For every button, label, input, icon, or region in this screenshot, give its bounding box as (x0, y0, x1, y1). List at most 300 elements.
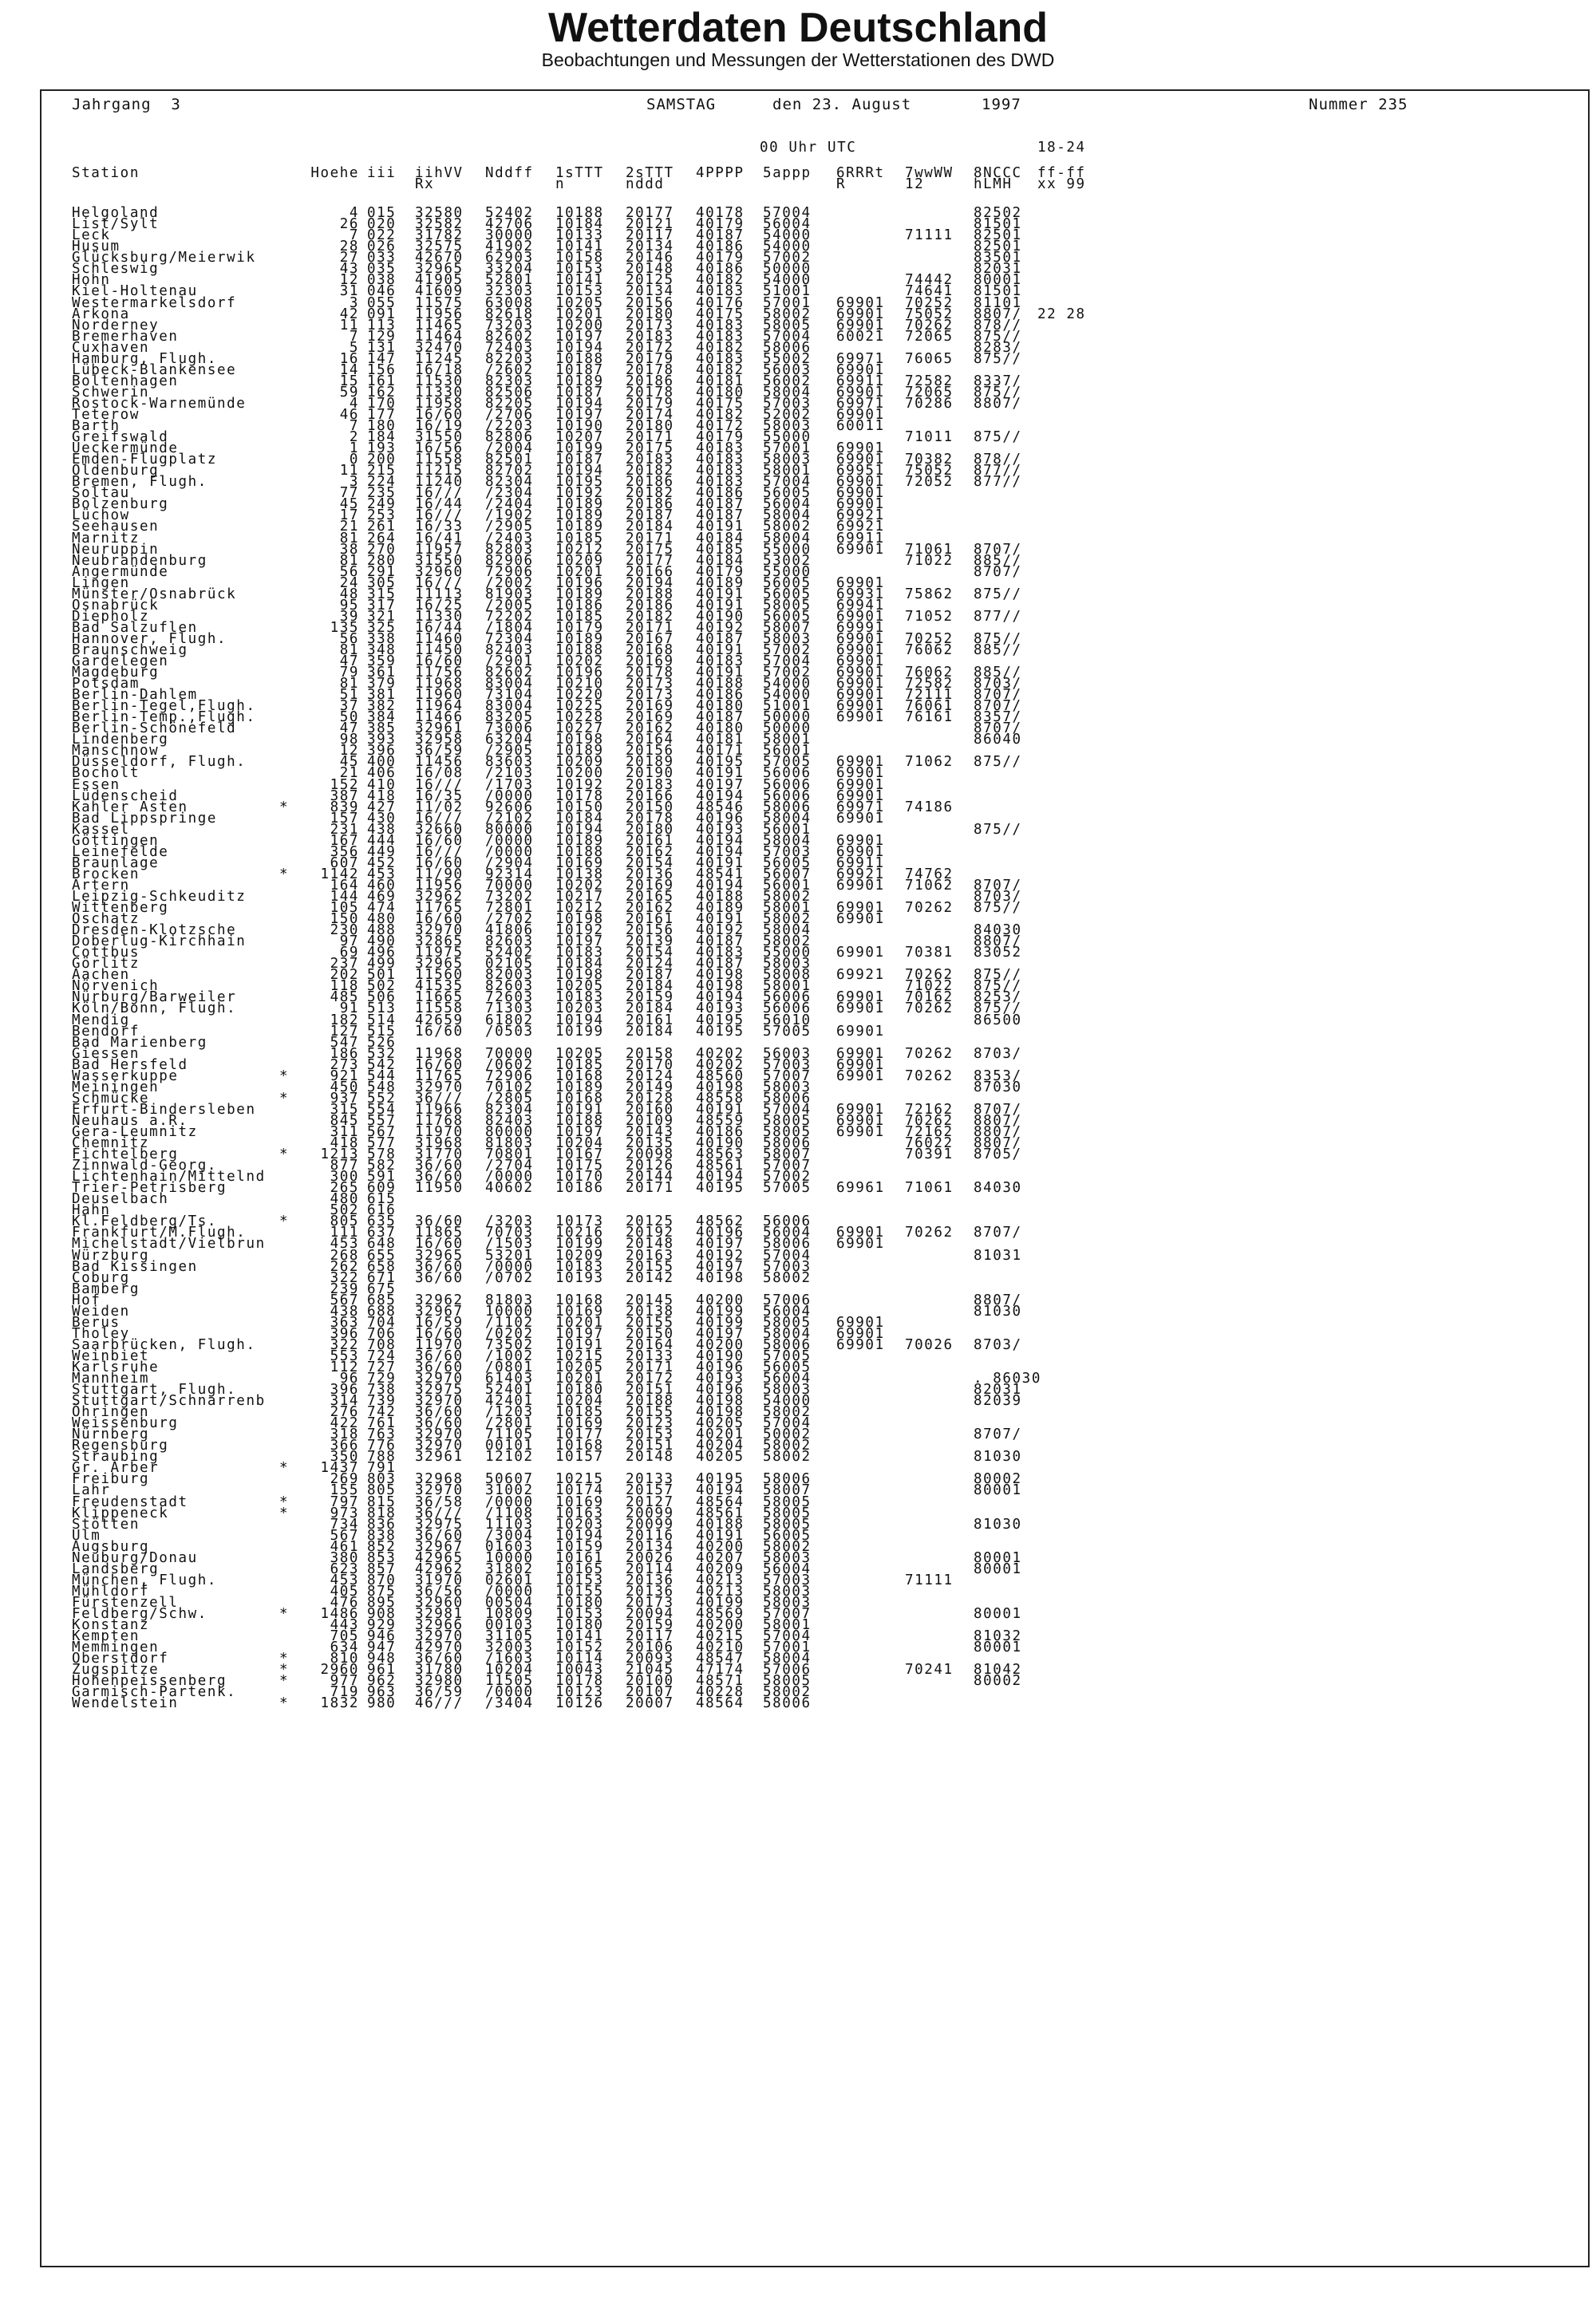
cell-5: 10191 (555, 1336, 604, 1353)
cell-0: Ulm (72, 1527, 101, 1544)
cell-4: /0000 (485, 1583, 534, 1600)
cell-8: 57007 (763, 1158, 812, 1174)
cell-5: 10199 (555, 1023, 604, 1040)
cell-7: 40196 (696, 1382, 745, 1399)
cell-3: 36/// (415, 1505, 464, 1521)
cell-11: 84030 (974, 922, 1022, 939)
cell-2: 321 (367, 608, 397, 625)
cell-7: 40175 (696, 306, 745, 322)
cell-5: 10183 (555, 1258, 604, 1275)
cell-3: 32865 (415, 933, 464, 950)
cell-8: 56006 (763, 776, 812, 793)
cell-1: 314 (330, 1393, 359, 1410)
cell-1: 81 (339, 676, 359, 692)
station-row (72, 641, 1572, 658)
cell-1: 480 (330, 1191, 359, 1208)
cell-2: 038 (367, 272, 397, 289)
cell-4: /2203 (485, 418, 534, 435)
cell-0: Feldberg/Schw. (72, 1606, 207, 1622)
cell-4: /2706 (485, 406, 534, 423)
cell-6: 20164 (626, 732, 674, 748)
cell-1: 14 (339, 361, 359, 378)
cell-11: 878// (974, 317, 1022, 333)
cell-0: Nürnberg (72, 1426, 150, 1443)
station-row (72, 1438, 1572, 1454)
cell-7: 40193 (696, 1000, 745, 1017)
station-row (72, 1449, 1572, 1466)
cell-3: 41905 (415, 272, 464, 289)
cell-4: 73202 (485, 889, 534, 905)
cell-10: 70262 (905, 1067, 954, 1084)
cell-4: 02105 (485, 956, 534, 973)
cell-0: Seehausen (72, 519, 160, 535)
cell-6: 20159 (626, 1617, 674, 1634)
cell-7: 40187 (696, 630, 745, 647)
station-row (72, 765, 1572, 782)
cell-9: 69901 (836, 1101, 885, 1118)
cell-8: 57005 (763, 1023, 812, 1040)
cell-5: 10180 (555, 1617, 604, 1634)
cell-0: Braunschweig (72, 641, 188, 658)
cell-0: Klippeneck (72, 1505, 169, 1521)
cell-5: 10225 (555, 698, 604, 715)
cell-3: 11330 (415, 608, 464, 625)
cell-9: 69921 (836, 967, 885, 984)
cell-0: Stötten (72, 1516, 140, 1533)
cell-2: 803 (367, 1471, 397, 1488)
cell-6: 20127 (626, 1493, 674, 1510)
cell-8: 56005 (763, 854, 812, 871)
station-row (72, 1415, 1572, 1432)
station-row (72, 1135, 1572, 1152)
cell-6: 20151 (626, 1382, 674, 1399)
cell-0: Gardelegen (72, 653, 169, 670)
cell-4: 52402 (485, 945, 534, 961)
cell-6: 20166 (626, 563, 674, 580)
cell-1: 839 (330, 799, 359, 815)
station-row (72, 732, 1572, 748)
station-row (72, 687, 1572, 704)
cell-3: 42965 (415, 1549, 464, 1566)
cell-3: 11450 (415, 641, 464, 658)
cell-3: 16/33 (415, 519, 464, 535)
cell-8: 57007 (763, 1067, 812, 1084)
cell-0: Deuselbach (72, 1191, 169, 1208)
cell-6: 20173 (626, 687, 674, 704)
cell-9: 69901 (836, 1000, 885, 1017)
cell-2: 418 (367, 787, 397, 804)
cell-4: 82506 (485, 384, 534, 400)
cell-8: 56001 (763, 877, 812, 894)
cell-5: 10194 (555, 1527, 604, 1544)
cell-9: R (836, 176, 847, 193)
cell-1: 262 (330, 1258, 359, 1275)
cell-8: 58001 (763, 900, 812, 917)
station-row (72, 1146, 1572, 1163)
cell-8: 58003 (763, 1583, 812, 1600)
cell-2: 582 (367, 1158, 397, 1174)
cell-7: 40182 (696, 406, 745, 423)
cell-0: Norderney (72, 317, 160, 333)
cell-3: 11330 (415, 384, 464, 400)
cell-0: Diepholz (72, 608, 150, 625)
cell-6: 20192 (626, 1225, 674, 1241)
cell-2: iii (367, 165, 397, 182)
cell-6: 20169 (626, 653, 674, 670)
cell-8: 57004 (763, 205, 812, 222)
cell-11: 8707/ (974, 877, 1022, 894)
cell-1: 0 (349, 452, 359, 468)
cell-4: 61403 (485, 1371, 534, 1387)
cell-8: 58005 (763, 1516, 812, 1533)
station-row (72, 1180, 1572, 1197)
cell-6: 20189 (626, 754, 674, 771)
cell-0: Neuburg/Donau (72, 1549, 198, 1566)
cell-6: 20194 (626, 574, 674, 591)
cell-11: 8807/ (974, 1123, 1022, 1140)
cell-6: 20148 (626, 1449, 674, 1466)
cell-2: 170 (367, 395, 397, 412)
cell-5: 10200 (555, 317, 604, 333)
cell-6: 20123 (626, 1415, 674, 1432)
cell-0: Chemnitz (72, 1135, 150, 1152)
mountain-station-marker: * (279, 799, 290, 815)
cell-5: 10180 (555, 1594, 604, 1611)
station-row (72, 956, 1572, 973)
cell-9: 69901 (836, 765, 885, 782)
cell-5: 10178 (555, 1673, 604, 1690)
cell-0: Meiningen (72, 1079, 160, 1095)
cell-6: 20156 (626, 294, 674, 311)
cell-10: 71011 (905, 429, 954, 446)
cell-11: 875// (974, 429, 1022, 446)
cell-11: 82031 (974, 1382, 1022, 1399)
cell-3: 11575 (415, 294, 464, 311)
cell-12: 22 28 (1037, 306, 1086, 322)
cell-4: /2002 (485, 574, 534, 591)
cell-7: 40186 (696, 485, 745, 502)
cell-1: 1437 (320, 1460, 359, 1477)
cell-11: 885// (974, 665, 1022, 681)
station-row (72, 496, 1572, 513)
cell-11: 8807/ (974, 1112, 1022, 1129)
cell-3: 32970 (415, 1426, 464, 1443)
cell-4: 00103 (485, 1617, 534, 1634)
cell-0: Tholey (72, 1325, 130, 1342)
cell-5: 10169 (555, 1415, 604, 1432)
cell-8: 56004 (763, 496, 812, 513)
cell-7: 40205 (696, 1415, 745, 1432)
cell-4: 82205 (485, 395, 534, 412)
cell-6: 20146 (626, 250, 674, 266)
cell-6: 20150 (626, 1325, 674, 1342)
cell-3: 32962 (415, 1292, 464, 1308)
cell-6: 20190 (626, 765, 674, 782)
cell-6: 20154 (626, 945, 674, 961)
cell-10: 71062 (905, 877, 954, 894)
cell-7: 40191 (696, 519, 745, 535)
cell-5: 10189 (555, 519, 604, 535)
cell-5: n (555, 176, 566, 193)
cell-8: 58005 (763, 1123, 812, 1140)
station-row (72, 1213, 1572, 1230)
cell-5: 10205 (555, 294, 604, 311)
cell-8: 57004 (763, 1101, 812, 1118)
cell-4: 72202 (485, 608, 534, 625)
cell-1: 547 (330, 1034, 359, 1051)
mountain-station-marker: * (279, 1493, 290, 1510)
cell-0: Lahr (72, 1482, 111, 1499)
station-row (72, 1280, 1572, 1297)
cell-1: 81 (339, 641, 359, 658)
cell-6: 20180 (626, 306, 674, 322)
cell-0: München, Flugh. (72, 1572, 218, 1588)
cell-7: 48571 (696, 1673, 745, 1690)
cell-0: Artern (72, 877, 130, 894)
cell-5: 10183 (555, 945, 604, 961)
cell-8: 56006 (763, 1213, 812, 1230)
cell-0: Station (72, 165, 140, 182)
cell-1: 111 (330, 1225, 359, 1241)
cell-2: 022 (367, 227, 397, 244)
cell-2: 055 (367, 294, 397, 311)
station-row (72, 418, 1572, 435)
cell-2: 688 (367, 1303, 397, 1320)
cell-4: 80000 (485, 821, 534, 838)
cell-0: Erfurt-Bindersleben (72, 1101, 256, 1118)
cell-0: Lingen (72, 574, 130, 591)
cell-3: 11958 (415, 395, 464, 412)
cell-3: 16/35 (415, 787, 464, 804)
cell-2: 514 (367, 1012, 397, 1028)
cell-5: 10179 (555, 619, 604, 636)
cell-5: 10189 (555, 630, 604, 647)
cell-0: Nörvenich (72, 978, 160, 995)
station-row (72, 1628, 1572, 1645)
cell-0: Weissenburg (72, 1415, 179, 1432)
cell-4: 72801 (485, 900, 534, 917)
cell-1: 2 (349, 429, 359, 446)
cell-11: 80001 (974, 1482, 1022, 1499)
cell-2: 963 (367, 1684, 397, 1701)
cell-8: 58006 (763, 1236, 812, 1253)
cell-8: 50002 (763, 1426, 812, 1443)
cell-7: 48563 (696, 1146, 745, 1163)
cell-2: 948 (367, 1651, 397, 1667)
cell-0: Bad Kissingen (72, 1258, 198, 1275)
station-row (72, 1673, 1572, 1690)
cell-8: 57002 (763, 665, 812, 681)
cell-2: 616 (367, 1202, 397, 1219)
cell-3: 11464 (415, 328, 464, 345)
cell-11: 8357/ (974, 709, 1022, 726)
cell-3: 32970 (415, 1371, 464, 1387)
cell-11: 8703/ (974, 676, 1022, 692)
cell-7: 40183 (696, 463, 745, 479)
station-row (72, 216, 1572, 233)
cell-4: 41806 (485, 922, 534, 939)
cell-9: 69901 (836, 361, 885, 378)
cell-2: 554 (367, 1101, 397, 1118)
cell-9: 69901 (836, 754, 885, 771)
station-row (72, 608, 1572, 625)
cell-3: 16/// (415, 810, 464, 827)
station-row (72, 350, 1572, 367)
cell-2: 091 (367, 306, 397, 322)
cell-2: 501 (367, 967, 397, 984)
cell-6: 20136 (626, 1572, 674, 1588)
cell-1: 318 (330, 1426, 359, 1443)
cell-8: 58007 (763, 619, 812, 636)
cell-9: 69911 (836, 373, 885, 389)
cell-5: 10043 (555, 1662, 604, 1679)
cell-4: 63204 (485, 732, 534, 748)
cell-11: 80001 (974, 1561, 1022, 1577)
cell-1: 1486 (320, 1606, 359, 1622)
cell-0: Gr. Arber (72, 1460, 160, 1477)
cell-7: 40179 (696, 429, 745, 446)
cell-1: 553 (330, 1347, 359, 1364)
cell-1: 476 (330, 1594, 359, 1611)
cell-0: Ueckermünde (72, 440, 179, 457)
cell-4: /0702 (485, 1269, 534, 1286)
cell-2: 729 (367, 1371, 397, 1387)
cell-11: 878// (974, 452, 1022, 468)
cell-11: 8807/ (974, 933, 1022, 950)
cell-0: Regensburg (72, 1438, 169, 1454)
station-row (72, 1169, 1572, 1186)
cell-3: 36/58 (415, 1493, 464, 1510)
cell-3: Rx (415, 176, 435, 193)
cell-1: 1213 (320, 1146, 359, 1163)
cell-5: 10188 (555, 205, 604, 222)
station-row (72, 1617, 1572, 1634)
cell-7: 40186 (696, 1123, 745, 1140)
time-header (72, 140, 1572, 156)
cell-5: 10184 (555, 956, 604, 973)
cell-9: 69951 (836, 463, 885, 479)
cell-3: 32970 (415, 1482, 464, 1499)
cell-4: /0000 (485, 1684, 534, 1701)
cell-1: 69 (339, 945, 359, 961)
cell-8: 56006 (763, 765, 812, 782)
cell-3: 32580 (415, 205, 464, 222)
cell-8: 51001 (763, 698, 812, 715)
cell-7: 40228 (696, 1684, 745, 1701)
cell-2: 410 (367, 776, 397, 793)
cell-10: 71061 (905, 541, 954, 558)
cell-7: 40195 (696, 1180, 745, 1197)
cell-6: 20109 (626, 1112, 674, 1129)
cell-6: 20124 (626, 956, 674, 973)
cell-11: 80002 (974, 1673, 1022, 1690)
cell-3: 32660 (415, 821, 464, 838)
cell-11: 877// (974, 608, 1022, 625)
cell-9: 69971 (836, 395, 885, 412)
cell-3: 16/// (415, 574, 464, 591)
cell-8: 58007 (763, 1146, 812, 1163)
station-row (72, 1347, 1572, 1364)
station-row (72, 440, 1572, 457)
cell-11: 81501 (974, 283, 1022, 300)
station-row (72, 597, 1572, 614)
cell-4: /0000 (485, 787, 534, 804)
cell-3: 46/// (415, 1695, 464, 1712)
cell-0: Oberstdorf (72, 1651, 169, 1667)
cell-8: 58005 (763, 597, 812, 614)
obs-time: 00 Uhr UTC (760, 140, 857, 156)
cell-3: 11113 (415, 586, 464, 602)
mountain-station-marker: * (279, 1067, 290, 1084)
station-row (72, 776, 1572, 793)
cell-1: 95 (339, 597, 359, 614)
cell-10: 71111 (905, 227, 954, 244)
cell-2: 406 (367, 765, 397, 782)
cell-6: 20183 (626, 452, 674, 468)
cell-3: 16/41 (415, 530, 464, 546)
cell-4: 00101 (485, 1438, 534, 1454)
cell-3: 16/// (415, 507, 464, 524)
cell-11: 82501 (974, 239, 1022, 255)
cell-1: 51 (339, 687, 359, 704)
station-table (72, 140, 1572, 1712)
cell-7: 40192 (696, 619, 745, 636)
cell-8: 58002 (763, 889, 812, 905)
cell-4: /2901 (485, 653, 534, 670)
cell-4: 72304 (485, 630, 534, 647)
cell-9: 69931 (836, 586, 885, 602)
cell-7: 40179 (696, 250, 745, 266)
cell-3: 32965 (415, 261, 464, 278)
cell-8: 58005 (763, 1493, 812, 1510)
cell-1: 322 (330, 1336, 359, 1353)
cell-10: 76065 (905, 350, 954, 367)
cell-5: 10202 (555, 653, 604, 670)
cell-2: 557 (367, 1112, 397, 1129)
cell-5: 10220 (555, 687, 604, 704)
cell-4: 82403 (485, 641, 534, 658)
cell-9: 69901 (836, 1056, 885, 1073)
cell-7: 40184 (696, 552, 745, 569)
cell-3: 42962 (415, 1561, 464, 1577)
cell-7: 48558 (696, 1090, 745, 1107)
cell-2: 738 (367, 1382, 397, 1399)
cell-0: Neubrandenburg (72, 552, 207, 569)
cell-8: 5appp (763, 165, 812, 182)
cell-1: 7 (349, 418, 359, 435)
jahrgang-label: Jahrgang 3 (72, 96, 192, 113)
cell-5: 10126 (555, 1695, 604, 1712)
cell-6: 20159 (626, 989, 674, 1006)
cell-4: 92606 (485, 799, 534, 815)
cell-3: 16/60 (415, 854, 464, 871)
cell-4: /3404 (485, 1695, 534, 1712)
cell-3: 32966 (415, 1617, 464, 1634)
cell-8: 58002 (763, 1438, 812, 1454)
cell-7: 40200 (696, 1538, 745, 1555)
cell-5: 10178 (555, 787, 604, 804)
cell-5: 10202 (555, 877, 604, 894)
cell-1: 186 (330, 1045, 359, 1062)
cell-7: 40183 (696, 945, 745, 961)
cell-2: 113 (367, 317, 397, 333)
cell-3: 16/// (415, 776, 464, 793)
cell-7: 40194 (696, 843, 745, 860)
cell-6: 20172 (626, 339, 674, 356)
cell-2: 438 (367, 821, 397, 838)
cell-8: 58003 (763, 1079, 812, 1095)
cell-10: 70286 (905, 395, 954, 412)
